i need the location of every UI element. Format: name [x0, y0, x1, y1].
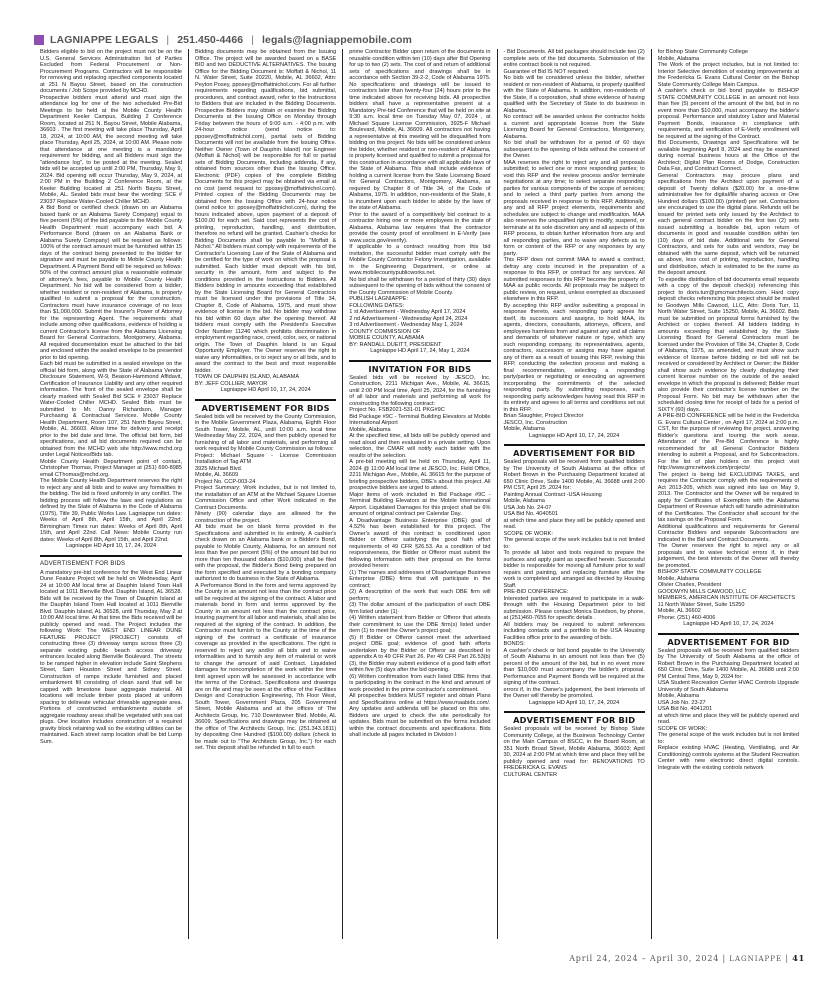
notice-paragraph: USA Job No. 23-27: [657, 699, 706, 706]
notice-paragraph: MOBILE COUNTY, ALABAMA: [349, 335, 425, 341]
notice-heading: ADVERTISEMENT FOR BID: [513, 715, 636, 725]
notice-paragraph: Bidding documents may be obtained from the Issuing Office. The project will be awarded based on a BASE BID and two DEDUCTIVE ALTERNATIVES. The Issuing Office for the Bidding Document is: Moffatt & Nichol, 11 N. Water Street, Suite 20220, Mobile, AL 36602, Attn: Peyton Posey, pposey@moffattnichol.com. For all further requirements regarding qualifications, bid submittal, procedures, and contract award, refer to the Instructions to Bidders that are included in the Bidding Documents. Prospective Bidders may obtain or examine the Bidding Documents at the Issuing Office on Monday through Friday between the hours of 9:00 a.m. - 4:00 p.m. with 24-hour notice (send notice to: pposey@moffattnichol.com), partial sets of Bidding Documents will not be available from the Issuing Office. Neither Owner (Town of Dauphin Island) nor Engineer (Moffatt & Nichol) will be responsible for full or partial sets of Bidding Documents, including addenda, if any, obtained from sources other than the Issuing Office. Electronic (PDF) copies of the complete Bidding Documents for this project may be obtained via email at no cost (send request to: pposey@moffattnichol.com). Printed copies of the Bidding Documents may be obtained from the Issuing Office with 24-hour notice (send notice to: pposey@moffattnichol.com), during the hours indicated above, upon payment of a deposit of $100.00 for each set. Said cost represents the cost of printing, reproduction, handling, and distribution, therefore no refund will be granted. Cashier's checks for Bidding Documents shall be payable to "Moffatt & Nichol." All bidders must comply with requirements of the Contractor's Licensing Law of the State of Alabama and be certified for the type of work on which the proposal is submitted. Each bidder must deposit with his bid, security in the amount, form and subject to the conditions provided in the Instructions to Bidders. All Bidders bidding in amounts exceeding that established by the State Licensing Board for General Contractors must be licensed under the provisions of Title 34, Chapter 8, Code of Alabama, 1975, and must show evidence of license in the bid. No bidder may withdraw his bid within 60 days after the opening thereof. All bidders must comply with the President's Executive Order Number 11246 which prohibits discrimination in employment regarding race, creed, color, sex, or national origin. The Town of Dauphin Island is an Equal Opportunity Employer. The Owner reserves the right to waive any informalities, or to reject any or all bids, and to award the contract to the best and most responsible bidder.: [195, 49, 337, 374]
notice-paragraph: CULTURAL CENTER: [503, 771, 557, 778]
notice-paragraph: A cashier's check or bid bond payable to BISHOP STATE COMMUNITY COLLEGE in an amount not less than five (5) percent of the amount of the bid, but in no event more than $10,000, must accompany the bidder's proposal. Performance and statutory Labor and Material Payment Bonds, insurance in compliance with requirements, and verification of E-Verify enrollment will be required at the signing of the Contract.: [657, 88, 800, 140]
notice-paragraph: 1 st Advertisement - Wednesday April 17, 2024: [349, 309, 466, 315]
notice-paragraph: (4) Written statement from Bidder or Offeror that attests their commitment to use the DBE firm(s) listed under item (1) to meet the Owner's project goal;: [349, 615, 491, 634]
section-color-square-icon: [34, 35, 44, 45]
notice-paragraph: University of South Alabama: [657, 686, 729, 693]
notice-paragraph: PRE-BID CONFERENCE:: [503, 589, 569, 595]
notice-paragraph: By accepting this RFP and/or submitting a proposal in response thereto, each responding party agrees for itself, its successors and assigns, to hold MAA, its agents, directors, consultants, attorneys, officers, and employees harmless from and against any and all claims and demands of whatever nature or type, which any such responding company, its representatives, agents, contractors, successors or assigns may have against any of them as a result of issuing this RFP, revising this RFP, conducting the selection process and making a final recommendation, selecting a responding party/parties or negotiating or executing an agreement incorporating the commitments of the selected responding party. By submitting responses, each responding party acknowledges having read this RFP in its entirety and agrees to all terms and conditions set out in this RFP.: [503, 302, 645, 413]
notice-paragraph: for Bishop State Community College: [657, 49, 748, 55]
notice-paragraph: MEMBERS, AMERICAN INSTITUTE OF ARCHITECTS: [657, 595, 796, 601]
notice-paragraph: The Work of the project includes, but is not limited to: Interior Selective demolition of existing improvements at the Fredericka G. Evans Cultural Center on the Bishop State Community College Main Campus.: [657, 62, 800, 88]
notice-paragraph: BISHOP STATE COMMUNITY COLLEGE: [657, 569, 762, 575]
notice-paragraph: USA Bid No. 4040501: [503, 511, 558, 517]
notice-heading: ADVERTISEMENT FOR BID: [667, 636, 790, 647]
notice-paragraph: A PRE-BID CONFERENCE will be held in the Fredericka G. Evans Cultural Center , on April 17, 2024 at 2:00 p.m. CST, for the purpose of reviewing the project, answering Bidder's questions and touring the work areas. Attendance of the Pre-Bid Conference is highly recommended for all General Contractor Bidders intending to submit a Proposal, and for Subcontractors. For the list of plan holders on this project visit http://www.gmcnetwork.com/projects/: [657, 413, 800, 471]
notice-heading: INVITATION FOR BIDS: [368, 363, 472, 374]
notice-paragraph: 3 rd Advertisement - Wednesday May 1, 2024: [349, 322, 463, 328]
notice-paragraph: BY: JEFF COLLIER, MAYOR: [195, 380, 268, 387]
column-5: [651, 49, 805, 939]
notice-paragraph: This RFP does not commit MAA to award a contract, defray any costs incurred in the preparation of a response to this RFP, or contract for any services. All submitted responses to this RFP become the property of MAA as public records. All proposals may be subject to public review, on request, unless exempted as discussed elsewhere in this RFP.: [503, 257, 645, 302]
notice-paragraph: - Bid Documents. All bid packages should include two (2) complete sets of the bid documents. Submission of the entire contract book is not required.: [503, 49, 645, 68]
publication-run-dates: Lagniappe HD April 10, 17, 24, 2024: [65, 543, 157, 549]
notice-paragraph: A pre-bid meeting will be held on Thursday, April 11, 2024 @ 11:00 AM local time at JESCO, Inc. Field Office, 2211 Michigan Ave., Mobile, AL 36615 for the purpose of briefing prospective bidders, DBE's about this project. All prospective bidders are urged to attend.: [349, 459, 491, 491]
notice-paragraph: No bid shall be withdrawn for a period of 60 days subsequent to the opening of bids without the consent of the Owner.: [503, 140, 645, 159]
notice-paragraph: USA Job No. 24-07: [503, 504, 552, 511]
notice-paragraph: at which time and place they will be publicly opened and read.: [657, 712, 800, 725]
notice-paragraph: Olivier Charles, President: [657, 582, 722, 588]
notice-paragraph: No bid shall be withdrawn for a period of thirty (30) days subsequent to the opening of bids without the consent of the County Commission of Mobile County.: [349, 276, 491, 296]
notice-paragraph: Mobile, Alabama: [657, 575, 700, 582]
notice-divider: [504, 711, 645, 713]
notice-paragraph: The general scope of the work includes but is not limited to:: [657, 732, 800, 745]
header-phone: 251.450-4466: [177, 34, 244, 46]
notice-divider: [349, 360, 490, 362]
notice-paragraph: Project No. CCP-003-24: [195, 478, 256, 485]
notice-paragraph: SCOPE OF WORK:: [657, 725, 708, 732]
notice-paragraph: Bid Package #9C - Terminal Building Elevators at Mobile International Airport: [349, 413, 491, 426]
notice-paragraph: USA Bid No. 4041201: [657, 706, 713, 712]
notice-paragraph: General Contractors may procure plans and specifications from the Architect upon payment of a deposit of Twenty dollars ($20.00) for a one-time administrative fee for digital/file sharing access or One Hundred dollars ($100.00) (printed) per set. Contractors are encouraged to use the digital plans. Refunds will be issued for printed sets only issued by the Architect to each general contract bidder on the first two (2) sets issued submitting a bonafide bid, upon return of documents in good and reusable condition within ten (10) days of bid date. Additional sets for General Contractors, and sets for subs and vendors, may be obtained with the same deposit, which will be returned as above, less cost of printing, reproduction, handling and distribution, which is estimated to be the same as the deposit amount.: [657, 172, 800, 276]
section-title: LAGNIAPPE LEGALS: [50, 34, 159, 46]
notice-paragraph: Brian Slaughter, Project Director: [503, 413, 584, 419]
notice-paragraph: Interested parties are required to participate in a walk-through with the Housing Department prior to bid submission. Please contact Monica Davidson, by phone, at (251)460-7655 for specific details .: [503, 595, 645, 621]
notice-paragraph: 3925 Michael Blvd.: [195, 465, 243, 472]
notice-paragraph: A cashier's check or bid bond payable to the University of South Alabama in an amount not less than five (5) percent of the amount of the bid, but in no event more than $10,000 must accompany the bidder's proposal. Performance and Payment Bonds will be required at the signing of the contract.: [503, 647, 645, 686]
notice-paragraph: Mobile, Alabama: [349, 426, 391, 433]
notice-paragraph: Ninety (90) calendar days are allowed for the construction of the project.: [195, 511, 337, 524]
notice-paragraph: Guarantee of Bid IS NOT required.: [503, 68, 590, 75]
column-1: [34, 49, 188, 939]
notice-paragraph: The Owner reserves the right to reject any or all proposals and to waive technical errors if, in their judgement, the best interests of the Owner will thereby be promoted.: [657, 543, 800, 569]
notice-paragraph: Phone: (251) 460-4006: [657, 614, 716, 621]
page-footer: [569, 953, 805, 963]
notice-paragraph: at which time and place they will be publicly opened and read.: [503, 517, 645, 530]
notice-paragraph: Mobile, Alabama: [657, 693, 700, 699]
notice-paragraph: All bids must be on blank forms provided in the Specifications and submitted in its entirety. A cashier's check drawn on an Alabama bank or a Bidder's Bond, payable to Mobile County, Alabama, for an amount not less than five per percent (5%) of the amount bid but no more than ten thousand dollars ($10,000) shall be filed with the proposal, the Bidder's Bond being prepared on the form specified and executed by a bonding company authorized to do business in the State of Alabama.: [195, 524, 337, 582]
notice-paragraph: A Performance Bond in the form and terms approved by the County in an amount not less than the contract price will be required at the signing of the contract. A labor and materials bond in form and terms approved by the County in an amount not less than the contract price, insuring payment for all labor and materials, shall also be required at the signing of the contract. In addition, the Contractor must furnish to the County at the time of the signing of the contract a certificate of insurance coverage as provided in the specifications. The right is reserved to reject any and/or all bids and to waive informalities and to furnish any item of material or work to change the amount of said Contract. Liquidated damages for noncompletion of the work within the time limit agreed upon will be assessed in accordance with the terms of the Contract. Specifications and drawings are on file and may be seen at the office of the Facilities Design and Construction Engineering, 7th Floor West, South Tower, Government Plaza, 205 Government Street, Mobile Alabama and at the offices of The Architects Group, Inc. 710 Downtowner Blvd. Mobile, AL 36609. Specifications and drawings may be obtained at the office of The Architects Group, Inc. (251.343.1811) by depositing One Hundred ($100.00) dollars (check to be made out to "The Architects Group, Inc.") for each set. This deposit shall be refunded in full to each: [195, 582, 337, 751]
notice-paragraph: SCOPE OF WORK:: [503, 530, 553, 537]
page-number: 41: [792, 953, 805, 963]
notice-paragraph: Sealed bids will be received by JESCO, Inc. Construction, 2211 Michigan Ave., Mobile, AL 36615, until 2:00 PM local time, April 25, 2024, for the furnishing of all labor and materials and performing all work for constructing the following contract:: [349, 374, 491, 407]
column-4: [497, 49, 651, 939]
notice-paragraph: Mobile, Alabama: [657, 55, 700, 62]
notice-paragraph: The Mobile County Health Department reserves the right to reject any and all bids and to waive any formalities in the bidding. The bid is fixed uniformly in any conflict. The bidding process will follow the laws and regulations as defined by the State of Alabama in the Code of Alabama (1975), Title 39, Public Works Law. Lagniappe run dates: Weeks of April 8th, April 15th, and April 22nd. Birmingham Times run dates: Weeks of April 8th, April 15th, and April 22nd. Call News: Mobile County run dates: Weeks of April 8th, April 15th, and April 22nd.: [40, 478, 183, 543]
notice-paragraph: Project No. FSB2021-531-01 PKG#9C: [349, 407, 445, 413]
notice-paragraph: Replace existing HVAC (Heating, Ventilating, and Air Conditioning) controls systems at the Student Recreation Center with new electronic direct digital controls. Integrate with the existing controls network: [657, 745, 800, 771]
notice-paragraph: BONDS:: [503, 641, 525, 647]
legal-notices-columns: [34, 49, 805, 939]
notice-heading: ADVERTISEMENT FOR BIDS: [201, 402, 330, 413]
header-email-link[interactable]: legals@lagniappemobile.com: [262, 34, 412, 46]
notice-paragraph: MAA reserves the right to reject any and all proposals submitted; to select one or more responding parties; to void this RFP and the review process and/or terminate negotiations at any time; to select separate responding parties for various components of the scope of services; and to select a third party parties from among the proposals received in response to this RFP. Additionally, any and all RFP project elements, requirements and schedules are subject to change and modification. MAA also reserves the unqualified right to modify, suspend, or terminate at its sole discretion any and all aspects of this RFP process, to obtain further information from any and all responding parties, and to waive any defects as to form or content of the RFP or any responses by any party.: [503, 159, 645, 257]
notice-paragraph: The project is being bid EXCLUDING TAXES, and requires the Contractor comply with the requirements of Act 2013-205, which was signed into law on May 9, 2013. The Contractor and the Owner will be required to apply for Certificates of Exemption with the Alabama Department of Revenue which will handle administration of the Certificates. The Contractor shall account for the tax savings on the Proposal Form.: [657, 471, 800, 523]
notice-paragraph: (3) The dollar amount of the participation of each DBE firm listed under (1): [349, 602, 491, 615]
notice-paragraph: TOWN OF DAUPHIN ISLAND, ALABAMA: [195, 374, 300, 380]
notice-paragraph: COUNTY COMMISSION OF: [349, 328, 421, 335]
header-divider: |: [166, 34, 170, 46]
notice-paragraph: Painting Annual Contract -USA Housing: [503, 491, 602, 498]
notice-paragraph: (5) If Bidder or Offeror cannot meet the advertised project DBE goal; evidence of good faith efforts undertaken by the Bidder or Offeror as described in appendix A to 49 CFR Part 26. Per 49 CFR Part 26.53(b)(3), the Bidder may submit evidence of a good faith effort within five (5) days after the bid opening.: [349, 634, 491, 673]
notice-heading: ADVERTISEMENT FOR BIDS: [40, 560, 126, 567]
notice-paragraph: A Bid Bond or certified check (drawn on an Alabama based bank or an Alabama Surety Company) equal to five percent (5%) of the bid payable to the Mobile County Health Department must accompany each bid. A Performance Bond (drawn on an Alabama Bank or Alabama Surety Company) will be required as follows: 100% of the contract amount must be furnished within 15 days of the contract being presented to the bidder for signature and must be payable to Mobile County Health Department. A Payment Bond will be required as follows: 50% of the contract amount plus a reasonable estimate of attorney's fees, payable to Mobile County Health Department. No bid will be considered from a bidder, whether resident or non-resident of Alabama, is properly qualified to submit a proposal for the construction. Contractors must have insurance coverage of no less than $1,000,000. Submit the Insurer's Power of Attorney for the representing Agent. The requirements shall include among other qualifications, evidence of holding a current Contractor's license from the Alabama Licensing Board for General Contractors, Montgomery, Alabama. All required documentation must be attached to the bid and enclosed within the sealed envelope to be presented prior to bid opening.: [40, 205, 183, 361]
footer-divider: |: [722, 954, 730, 963]
notice-divider: [658, 633, 799, 635]
notice-paragraph: (6) Written confirmation from each listed DBE firms that is participating in the contract in the kind and amount of work provided in the prime contractor's commitment.: [349, 673, 491, 693]
notice-paragraph: All bidders may be required to submit references including contacts and a portfolio to the USA Housing Facilities office prior to the awarding of bids.: [503, 621, 645, 641]
notice-paragraph: If applicable to a contract resulting from this bid invitation, the successful bidder must comply with the Mobile County Contractor Felony Investigation, available in the Engineering Department, or online at www.mobilecountypublicworks.net.: [349, 244, 491, 276]
notice-paragraph: To expedite distribution of bid documents email requests with a copy of the deposit check(s) referencing this project to doris.turr@gmcmarchitects.com. Hard copy deposit checks referencing this project should be mailed to Goodwyn Mills Cawood, LLC, Attn: Doris Turr, 11 North Water Street, Suite 15250, Mobile, AL 36602. Bids must be submitted on proposal forms furnished by the Architect or copies thereof. All bidders bidding in amounts exceeding that established by the State Licensing Board for General Contractors must be licensed under the Provision of Title 34, Chapter 8, Code of Alabama, 1975, as amended, and must show such evidence of license before bidding or bid will not be received or considered by Architect or Owner; the Bidder shall show such evidence by clearly displaying their current license number on the outside of the sealed envelope in which the proposal is delivered; Bidder must also provide their contractor's license number on the Proposal Form. No bid may be withdrawn after the scheduled closing time for receipt of bids for a period of SIXTY (60) days.: [657, 276, 800, 413]
notice-paragraph: Sealed proposals will be received from qualified bidders by The University of South Alabama at the office of Robert Brown in the Purchasing Department located at 650 Clinic Drive, Suite 1400 Mobile, AL 36688 until 2:00 PM Central Time, May 9, 2024 for:: [657, 647, 800, 680]
header-divider: |: [251, 34, 255, 46]
notice-paragraph: No bids will be considered unless the bidder, whether resident or non-resident of Alabama, is properly qualified with the State of Alabama. In addition, non-residents of the State, if a corporation, shall show evidence of having qualified with the Secretary of State to do business in Alabama.: [503, 75, 645, 114]
notice-paragraph: Each bid must be submitted in a sealed envelope on the official bid form, along with the State of Alabama Vendor Disclosure Statement, W-9, Beason-Hammond Affidavit, Certification of Insurance Liability and any other required information. The front of the sealed envelope shall be clearly marked with Sealed Bid SCE # 23037 Replace Water-Cooled Chiller MCHD. Sealed Bids must be submitted to Mr. Danny Richardson, Manager Purchasing & Contractual Services. Mobile County Health Department, Room 107, 251 North Bayou Street, Mobile, AL 36603. Allow time for delivery and receipt prior to the bid date and time. The official bid form, bid specifications, and all bid documents required can be obtained from the MCHD web site http://www.mchd.org under Legal Notices/Bids tab.: [40, 361, 183, 458]
notice-paragraph: Additional qualifications and requirements for General Contractor Bidders and separate Subcontractors are indicated in the Bid and Contract Documents.: [657, 523, 800, 543]
notice-paragraph: Major items of work included in Bid Package #9C - Terminal Building Elevators at the Mobile International Airport. Liquidated Damages for this project shall be 6% amount of original contract per Calendar Day.: [349, 491, 491, 517]
notice-paragraph: Sealed proposals will be received from qualified bidders by The University of South Alabama at the office of Robert Brown in the Purchasing Department located at 650 Clinic Drive, Suite 1400 Mobile, AL 36688 until 2:00 PM CST, April 25 ,2024 for:: [503, 459, 645, 491]
notice-paragraph: The general scope of the work includes but is not limited to:: [503, 537, 645, 550]
publication-run-dates: Lagniappe HD April 10, 17, 24, 2024: [220, 387, 311, 393]
column-3: [342, 49, 496, 939]
notice-paragraph: Mobile, Alabama: [503, 498, 545, 504]
notice-heading: ADVERTISEMENT FOR BID: [513, 448, 636, 458]
page-header: [34, 33, 412, 47]
notice-paragraph: Mobile, AL 36602: [657, 608, 701, 614]
notice-divider: [195, 399, 336, 401]
notice-paragraph: USA Student Recreation Center HVAC Controls Upgrade: [657, 680, 799, 686]
notice-paragraph: To provide all labor and tools required to prepare the surfaces and apply paint as specified herein. Successful bidder is responsible for moving all furniture prior to wall repairs and painting, and replacing furniture after the work is completed and arranged as directed by Housing Staff.: [503, 550, 645, 589]
publication-run-dates: Lagniappe HD April 17, 24, May 1, 2024: [370, 348, 470, 354]
notice-paragraph: Mobile, AL 36609: [195, 472, 239, 478]
notice-paragraph: GOODWYN MILLS CAWOOD, LLC: [657, 588, 747, 595]
notice-paragraph: 11 North Water Street, Suite 15250: [657, 601, 745, 608]
notice-paragraph: No contract will be awarded unless the contractor holds a current and appropriate license from the State Licensing Board for General Contractors, Montgomery, Alabama.: [503, 114, 645, 140]
notice-paragraph: Bidders eligible to bid on the project must not be on the U.S. General Services Administration list of Parties Excluded from Federal Procurement or Non-Procurement Programs. Contractors will be responsible for removing and replacing specified components located at 251 N Bayou Street, based on the construction documents / Job Scope provided by MCHD.: [40, 49, 183, 94]
notice-paragraph: A Disadvantage Business Enterprise (DBE) goal of 4.52% has been established for this project. The Owner's award of this contract is conditioned upon Bidder or Offeror satisfying the good faith effort requirements of 49 CFR §26.53. As a condition of bid responsiveness, the Bidder or Offeror must submit the following information with their proposal on the forms provided herein:: [349, 517, 491, 569]
notice-paragraph: At the specified time, all bids will be publicly opened and read aloud and then evaluated in a private setting. Upon selection, the CMAR will notify each bidder with the results of the selection.: [349, 433, 491, 459]
notice-paragraph: prime Contractor Bidder upon return of the documents in reusable condition within ten (10) days after Bid Opening for up to two (2) sets. The cost of and return of additional sets of specifications and drawings shall be in accordance with Section 39-2-2, Code of Alabama 1975. No specifications and drawings will be issued to contractors later than twenty-four (24) hours prior to the time indicated above for receiving bids. All prospective bidders shall have a representative present at a Mandatory Pre-bid Conference that will be held on site at 9:30 a.m. local time on Tuesday May 07, 2024 , at Michael Square License Commission, 3925-F Michael Boulevard, Mobile, AL 36609. All contractors not having a representative at this meeting will be disqualified from bidding on this project. No bids will be considered unless the bidder, whether resident or non-resident of Alabama, is properly licensed and qualified to submit a proposal for this construction in accordance with all applicable laws of the State of Alabama. This shall include evidence of holding a current license from the State Licensing Board for General Contractors, Montgomery, Alabama, as required by Chapter 8 of Title 34, of the Code of Alabama, 1975. In addition, non-residents of the State, it is incumbent upon each bidder to abide by the laws of the state of Alabama.: [349, 49, 491, 211]
column-2: [188, 49, 342, 939]
notice-paragraph: Bid Documents, Drawings and Specifications will be available beginning April 8, 2024 and may be examined during normal business hours at the Office of the Architect; Digital Plan Rooms of Dodge, Construction Data Fax, and Construct Connect.: [657, 140, 800, 172]
notice-paragraph: Sealed bids will be received by the County Commission, in the Mobile Government Plaza, Alabama, Eighth Floor South Tower, Mobile, AL, until 10:00 a.m. local time Wednesday May 22, 2024, and then publicly opened for furnishing of all labor and materials, and performing all work required by Mobile County Commission as follows:: [195, 413, 337, 452]
notice-paragraph: BY: RANDALL DUEITT, PRESIDENT: [349, 341, 442, 348]
notice-paragraph: All prospective bidders MUST register and obtain Plans and Specifications online at https://www.maabids.com/. Any updates and addenda will be placed on this site. Bidders are urged to check the site periodically for updates. Bids must be submitted on the forms included within the contract documents and specifications. Bids shall include all pages included in Division I: [349, 693, 491, 738]
footer-divider: |: [785, 954, 793, 963]
notice-paragraph: Project: Michael Square - License Commission Installation of Tag ATM: [195, 452, 337, 465]
notice-divider: [40, 555, 182, 557]
notice-divider: [504, 444, 645, 446]
notice-paragraph: Mobile County Health Department point of contact, Christopher Thomas, Project Manager at (251) 690-8985 email CThomas@mchd.org.: [40, 458, 183, 478]
notice-paragraph: (2) A description of the work that each DBE firm will perform;: [349, 589, 491, 602]
notice-paragraph: (1) The names and addresses of Disadvantage Business Enterprise (DBE) firms that will participate in the contract;: [349, 569, 491, 589]
publication-run-dates: Lagniappe HD April 10, 17, 24, 2024: [683, 621, 774, 627]
notice-paragraph: A mandatory pre-bid conference for the West End Linear Dune Feature Project will be held on Wednesday, April 24 at 10:00 AM local time at Dauphin Island Town Hall located at 1011 Bienville Blvd. Dauphin Island, AL 36528. Bids will be received by the Town of Dauphin Island at the Dauphin Island Town Hall located at 1011 Bienville Blvd. Dauphin Island, AL 36528, until Thursday, May 2 at 10:00 AM local time. At that time the Bids received will be publicly opened and read. The Project includes the following Work: The WEST END LINEAR DUNE FEATURE PROJECT (PROJECT) consists of constructing three (3) driveway ramps across three (3) separate existing public beach access driveway entrances located along Bienville Boulevard. The streets to be ramped higher in elevation include Saint Stephens Street, Sam Houston Street and Sidney Street. Construction of ramps include furnished and placed embankment fill consisting of clean sand that will be capped with limestone base aggregate material. All locations will include timber posts placed at uniform spacing to delineate vehicular driveable aggregate area. Portions of constructed embankments outside of aggregate roadway areas shall be vegetated with sea oat plugs. One location includes construction of a required gravity block retaining wall so the existing utilities can be maintained. Each street ramp location shall be bid Lump Sum.: [40, 569, 183, 745]
notice-paragraph: errors if, in the Owner's judgement, the best interests of the Owner will thereby be promoted.: [503, 686, 645, 699]
notice-paragraph: Project Summary: Work includes, but is not limited to, the installation of an ATM at the Michael Square License Commission Office and other Work indicated in the Contract Documents.: [195, 485, 337, 511]
notice-paragraph: Sealed proposals will be received by Bishop State Community College, at the Business Technology Center on the Main Campus of BSCC, in the Board Room, at 351 North Broad Street, Mobile Alabama, 36603; April 30, 2024 at 2:00 PM at which time and place they will be publicly opened and read for: RENOVATIONS TO FREDERICKA G. EVANS: [503, 726, 645, 771]
notice-paragraph: Prior to the award of a competitively bid contract to a contractor hiring one or more employees in the state of Alabama, Alabama law requires that the contractor provide the county proof of enrollment in E-Verify (see www.uscis.gov/everify).: [349, 211, 491, 244]
publication-run-dates: Lagniappe HD April 10, 17, 24, 2024: [529, 432, 620, 439]
notice-paragraph: FOLLOWING DATES:: [349, 302, 405, 309]
notice-paragraph: JESCO, Inc. Construction: [503, 419, 568, 426]
notice-paragraph: Prospective bidders must attend and must sign the attendance log for one of the two scheduled Pre-Bid Meetings to be held at the Mobile County Health Department Keeler Campus, Building 2 Conference Room, located at 251 N. Bayou Street, Mobile Alabama, 36603 . The first meeting will take place Thursday, April 18, 2024, at 10:00 AM, the second meeting will take place Thursday, April 25, 2024, at 10:00 AM. Please note that attendance at one meeting is a mandatory requirement for bidding, and all Bidders must sign the "attendance log", to be posted at the meeting. Sealed bids will be accepted up until 2:00 PM, Thursday, May 9, 2024. Bid opening will occur Thursday, May 9, 2024, at 2:00 PM in the Building 2 Conference Room, at the Keeler Building located at 251 North Bayou Street, Mobile, AL. Sealed bids must bear the wording: SCE # 23037 Replace Water-Cooled Chiller MCHD.: [40, 94, 183, 205]
publication-name: LAGNIAPPE: [729, 955, 783, 963]
notice-paragraph: PUBLISH LAGNIAPPE:: [349, 296, 409, 302]
issue-dates: April 24, 2024 – April 30, 2024: [569, 954, 720, 963]
notice-paragraph: Mobile, Alabama: [503, 426, 545, 432]
publication-run-dates: Lagniappe HD April 10, 17, 24, 2024: [529, 699, 620, 706]
notice-paragraph: 2 nd Advertisement - Wednesday April 24, 2024: [349, 315, 468, 322]
